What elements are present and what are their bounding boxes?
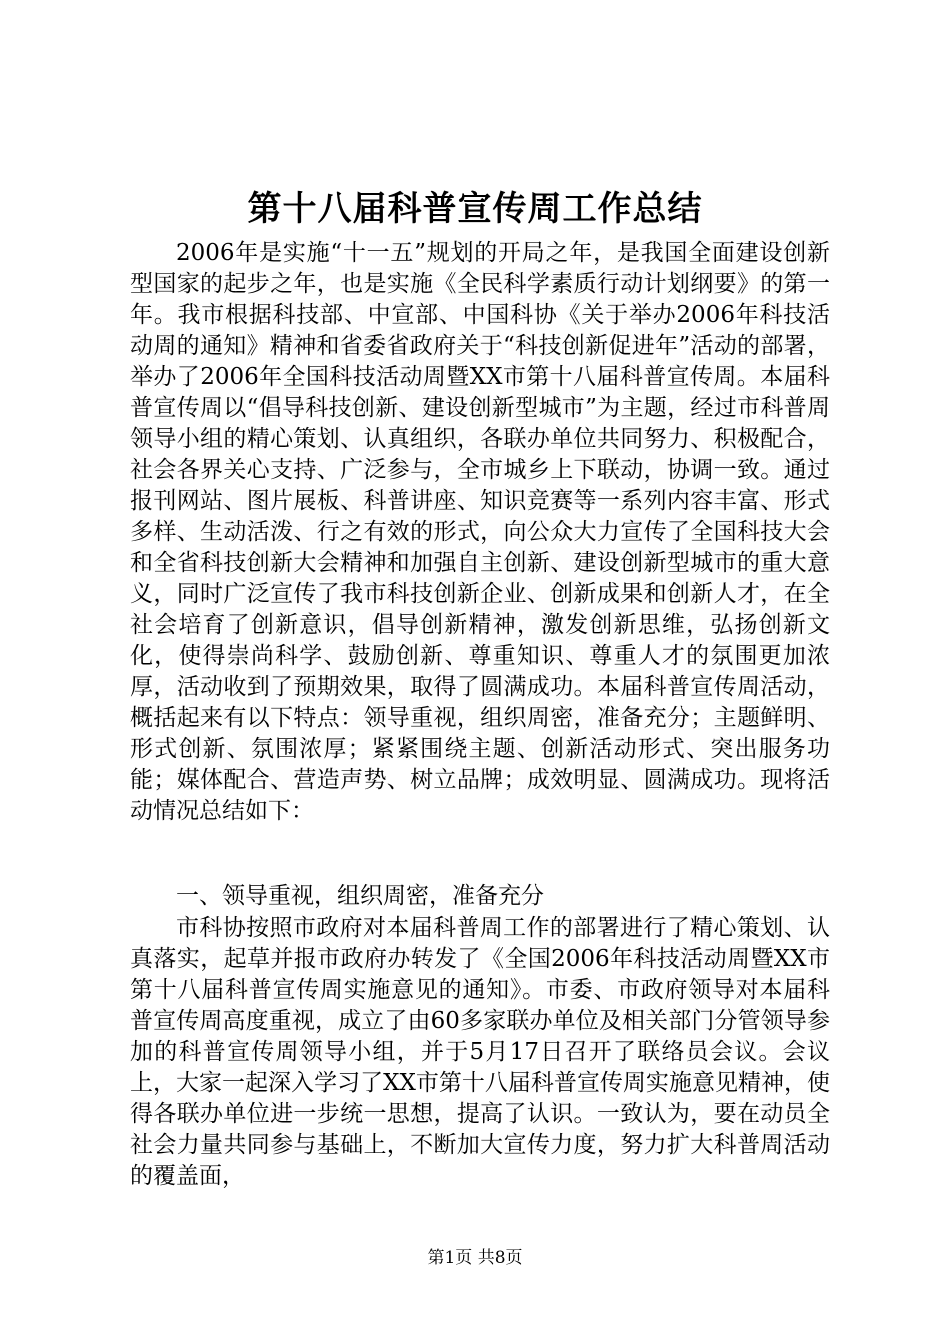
- section-paragraph: 市科协按照市政府对本届科普周工作的部署进行了精心策划、认真落实，起草并报市政府办转发了《全国2006年科技活动周暨XX市第十八届科普宣传周实施意见的通知》。市委、市政府领导对本届科普宣传周高度重视，成立了由60多家联办单位及相关部门分管领导参加的科普宣传周领导小组，并于5月17日召开了联络员会议。会议上，大家一起深入学习了XX市第十八届科普宣传周实施意见精神，使得各联办单位进一步统一思想，提高了认识。一致认为，要在动员全社会力量共同参与基础上，不断加大宣传力度，努力扩大科普周活动的覆盖面，: [130, 915, 830, 1189]
- document-title: 第十八届科普宣传周工作总结: [247, 189, 703, 229]
- section-heading: 一、领导重视，组织周密，准备充分: [176, 883, 544, 909]
- intro-paragraph: 2006年是实施“十一五”规划的开局之年，是我国全面建设创新型国家的起步之年，也是实施《全民科学素质行动计划纲要》的第一年。我市根据科技部、中宣部、中国科协《关于举办2006年科技活动周的通知》精神和省委省政府关于“科技创新促进年”活动的部署，举办了2006年全国科技活动周暨XX市第十八届科普宣传周。本届科普宣传周以“倡导科技创新、建设创新型城市”为主题，经过市科普周领导小组的精心策划、认真组织，各联办单位共同努力、积极配合，社会各界关心支持、广泛参与，全市城乡上下联动，协调一致。通过报刊网站、图片展板、科普讲座、知识竞赛等一系列内容丰富、形式多样、生动活泼、行之有效的形式，向公众大力宣传了全国科技大会和全省科技创新大会精神和加强自主创新、建设创新型城市的重大意义，同时广泛宣传了我市科技创新企业、创新成果和创新人才，在全社会培育了创新意识，倡导创新精神，激发创新思维，弘扬创新文化，使得崇尚科学、鼓励创新、尊重知识、尊重人才的氛围更加浓厚，活动收到了预期效果，取得了圆满成功。本届科普宣传周活动，概括起来有以下特点：领导重视，组织周密，准备充分；主题鲜明、形式创新、氛围浓厚；紧紧围绕主题、创新活动形式、突出服务功能；媒体配合、营造声势、树立品牌；成效明显、圆满成功。现将活动情况总结如下：: [130, 240, 830, 824]
- page-footer: 第1页 共8页: [427, 1248, 523, 1268]
